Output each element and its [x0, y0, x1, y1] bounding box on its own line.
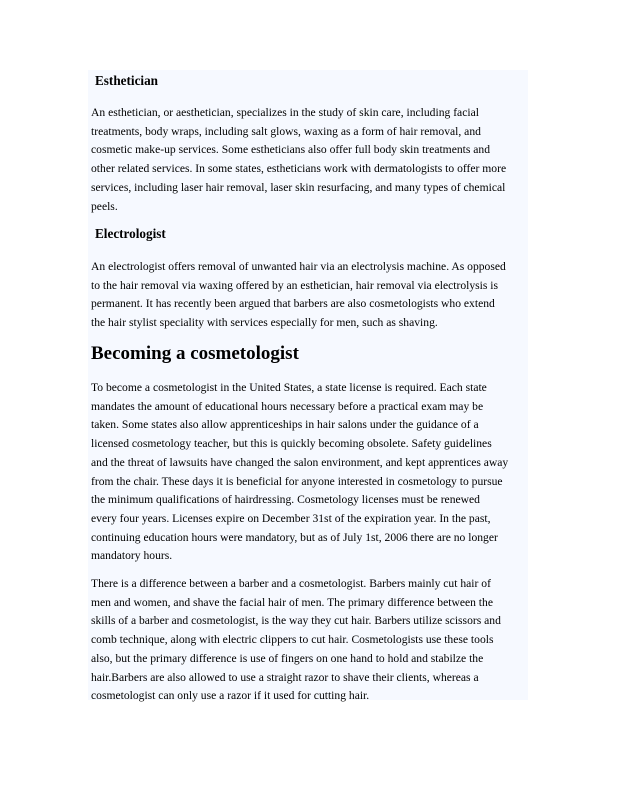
text-line: other related services. In some states, estheticians work with dermatologists to offer more [91, 162, 507, 176]
text-line: every four years. Licenses expire on December 31st of the expiration year. In the past, [91, 511, 491, 525]
electrologist-heading: Electrologist [95, 226, 166, 241]
text-line: from the chair. These days it is beneficial for anyone interested in cosmetology to pursue [91, 474, 503, 488]
text-line: also, but the primary difference is use of fingers on one hand to hold and stabilze the [91, 651, 484, 665]
becoming-cosmetologist-heading: Becoming a cosmetologist [91, 343, 299, 364]
text-line: To become a cosmetologist in the United States, a state license is required. Each state [91, 381, 487, 394]
text-line: skills of a barber and cosmetologist, is the way they cut hair. Barbers utilize scissors and [91, 614, 501, 628]
text-line: mandates the amount of educational hours necessary before a practical exam may be [91, 399, 484, 413]
license-paragraph [91, 379, 527, 566]
text-line: taken. Some states also allow apprenticeships in hair salons under the guidance of a [91, 418, 479, 432]
text-line: There is a difference between a barber and a cosmetologist. Barbers mainly cut hair of [91, 577, 491, 590]
text-line: An electrologist offers removal of unwanted hair via an electrolysis machine. As opposed [91, 260, 506, 273]
barber-paragraph [91, 575, 527, 706]
text-line: licensed cosmetology teacher, but this is quickly becoming obsolete. Safety guidelines [91, 437, 492, 451]
text-line: hair.Barbers are also allowed to use a straight razor to shave their clients, whereas a [91, 670, 479, 684]
page-content [88, 70, 528, 703]
text-line: mandatory hours. [91, 549, 173, 563]
text-line: comb technique, along with electric clippers to cut hair. Cosmetologists use these tools [91, 633, 494, 647]
text-line: treatments, body wraps, including salt glows, waxing as a form of hair removal, and [91, 124, 481, 138]
text-line: services, including laser hair removal, laser skin resurfacing, and many types of chemical [91, 180, 506, 194]
esthetician-paragraph [91, 104, 527, 216]
esthetician-heading: Esthetician [95, 73, 159, 88]
text-line: and the threat of lawsuits have changed the salon environment, and kept apprentices away [91, 455, 509, 469]
text-line: peels. [91, 199, 118, 213]
text-line: continuing education hours were mandatory, but as of July 1st, 2006 there are no longer [91, 530, 498, 544]
text-line: the hair stylist speciality with services especially for men, such as shaving. [91, 316, 438, 330]
text-line: to the hair removal via waxing offered by an esthetician, hair removal via electrolysis is [91, 278, 499, 292]
text-line: men and women, and shave the facial hair of men. The primary difference between the [91, 595, 493, 609]
text-line: permanent. It has recently been argued that barbers are also cosmetologists who extend [91, 297, 495, 311]
text-line: cosmetologist can only use a razor if it used for cutting hair. [91, 689, 370, 703]
text-line: cosmetic make-up services. Some estheticians also offer full body skin treatments and [91, 143, 491, 157]
electrologist-paragraph [91, 258, 527, 333]
text-line: the minimum qualifications of hairdressing. Cosmetology licenses must be renewed [91, 493, 480, 507]
text-line: An esthetician, or aesthetician, specializes in the study of skin care, including facial [91, 106, 479, 119]
